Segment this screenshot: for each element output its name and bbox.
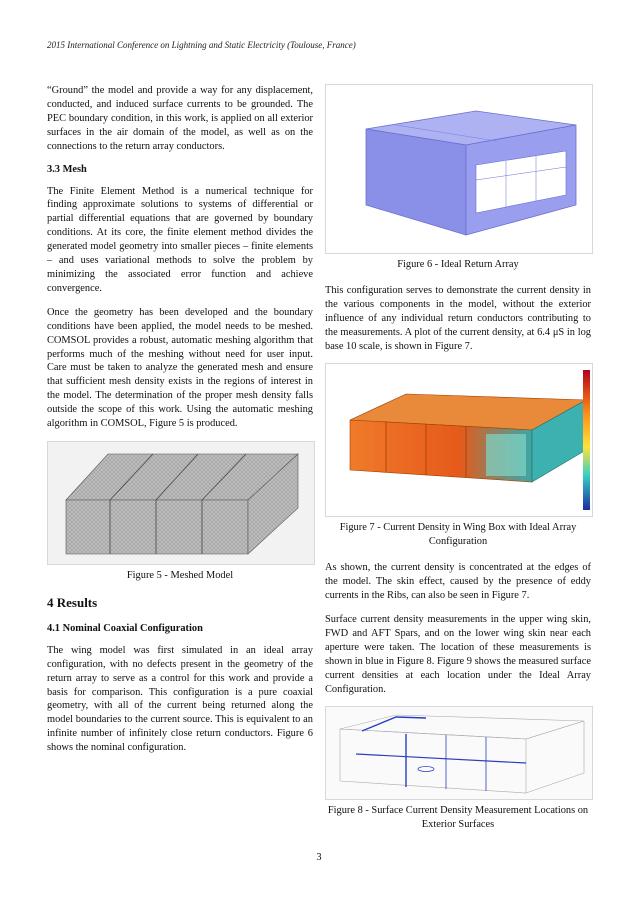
figure-7-image — [325, 363, 593, 517]
figure-5-image — [47, 441, 315, 565]
right-column — [325, 84, 591, 844]
page-number: 3 — [316, 852, 322, 863]
figure-6-caption: Figure 6 - Ideal Return Array — [397, 259, 519, 270]
figure-7 — [325, 363, 591, 549]
paragraph-edges: As shown, the current density is concentrated at the edges of the model. The skin effect, caused by the presence of eddy currents in the Ribs, can also be seen in Figure 7. — [325, 562, 591, 602]
mesh-heading: 3.3 Mesh — [47, 163, 87, 175]
figure-6-image — [325, 84, 593, 254]
figure-5 — [47, 441, 313, 583]
paragraph-meshing: Once the geometry has been developed and the boundary conditions have been applied, the model needs to be meshed. COMSOL provides a robust, automatic meshing algorithm that performs much of the meshing without need for user input. Care must be taken to analyze the generated mesh and ensure that sufficient mesh density exists in the regions of interest in the model. The determination of the proper mesh density falls outside the scope of this work. Using the automatic meshing algorithm in COMSOL, Figure 5 is produced. — [47, 306, 313, 430]
left-column — [47, 84, 313, 765]
figure-8-image — [325, 706, 593, 800]
nominal-config-heading: 4.1 Nominal Coaxial Configuration — [47, 622, 203, 634]
paragraph-fem: The Finite Element Method is a numerical technique for finding approximate solutions to systems of differential or partial differential equations that are governed by boundary conditions. At its core, the finite element method divides the generated model geometry into smaller pieces – finite elements – and uses variational methods to solve the problem by minimizing the associated error function and achieve convergence. — [47, 185, 313, 294]
figure-6 — [325, 84, 591, 272]
figure-7-caption: Figure 7 - Current Density in Wing Box with Ideal Array Configuration — [339, 522, 577, 548]
figure-8 — [325, 706, 591, 832]
figure-8-caption: Figure 8 - Surface Current Density Measurement Locations on Exterior Surfaces — [327, 805, 589, 831]
paragraph-measurements: Surface current density measurements in the upper wing skin, FWD and AFT Spars, and on the lower wing skin near each aperture were taken. The location of these measurements is shown in blue in Figure 8. Figure 9 shows the measured surface current densities at each location under the Ideal Array Configuration. — [325, 613, 591, 695]
paragraph-current-density: This configuration serves to demonstrate the current density in the various components in the model, without the exterior influence of any individual return conductors contributing to the measurements. A plot of the current density, at 6.4 μS in log base 10 scale, is shown in Figure 7. — [325, 284, 591, 352]
running-header: 2015 International Conference on Lightning and Static Electricity (Toulouse, France) — [47, 40, 356, 50]
paragraph-nominal: The wing model was first simulated in an ideal array configuration, with no defects present in the geometry of the return array to serve as a control for this work and provide a basis for comparison. This configuration is a pure coaxial geometry, with all of the current being returned along the model boundaries to the current source. This is equivalent to an infinite number of infinitely close return conductors. Figure 6 shows the nominal configuration. — [47, 644, 313, 754]
results-heading: 4 Results — [47, 594, 98, 610]
paragraph-ground: “Ground” the model and provide a way for any displacement, conducted, and induced surface currents to be grounded. The PEC boundary condition, in this work, is applied on all exterior surfaces in the air domain of the model, as well as on the connections to the return array conductors. — [47, 85, 313, 152]
figure-5-caption: Figure 5 - Meshed Model — [126, 569, 234, 581]
